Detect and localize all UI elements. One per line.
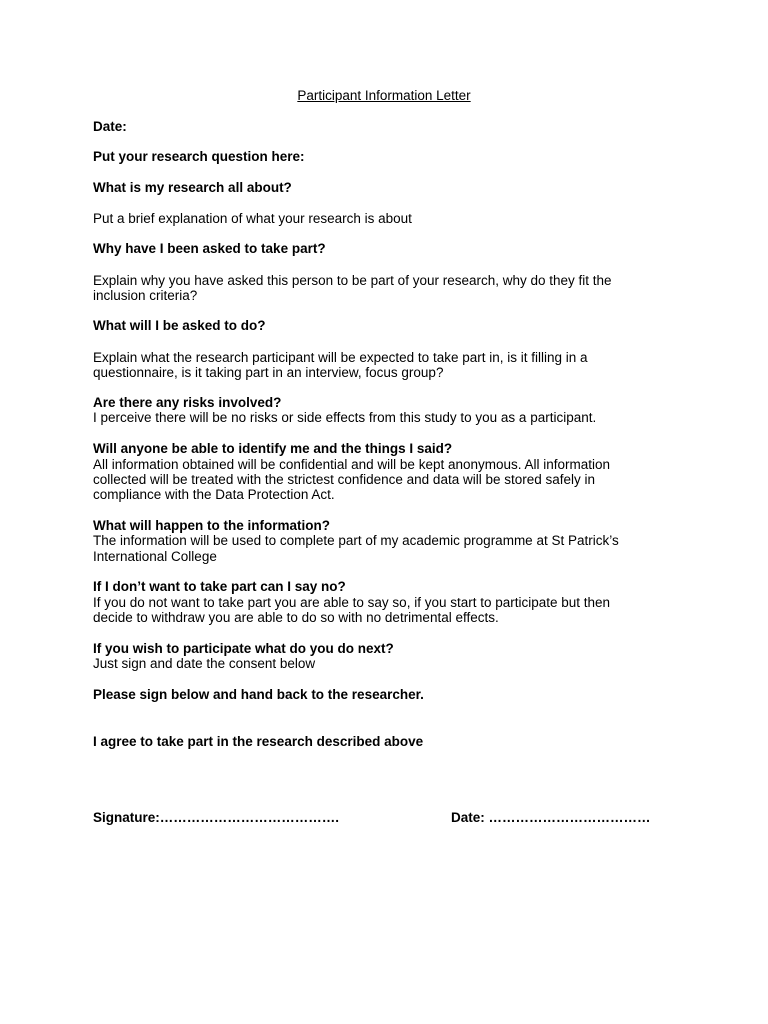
section-body-line: inclusion criteria? <box>93 288 198 303</box>
section-body-line: compliance with the Data Protection Act. <box>93 487 335 502</box>
section-body-line: collected will be treated with the strictest confidence and data will be stored safely in <box>93 472 596 487</box>
section-heading: Are there any risks involved? <box>93 395 282 410</box>
section-body-line: International College <box>93 549 217 564</box>
section-heading: If you wish to participate what do you do next? <box>93 641 394 656</box>
section-heading: What will happen to the information? <box>93 518 330 533</box>
research-question-prompt: Put your research question here: <box>93 149 305 164</box>
document-title: Participant Information Letter <box>297 88 471 103</box>
date-label: Date: <box>93 119 127 134</box>
consent-statement: I agree to take part in the research described above <box>93 734 424 749</box>
section-body-line: questionnaire, is it taking part in an interview, focus group? <box>93 365 444 380</box>
section-body-line: All information obtained will be confidential and will be kept anonymous. All information <box>93 457 611 472</box>
section-heading: Will anyone be able to identify me and the things I said? <box>93 441 453 456</box>
section-heading: Why have I been asked to take part? <box>93 241 326 256</box>
section-body-line: Explain what the research participant will be expected to take part in, is it filling in a <box>93 350 588 365</box>
section-body-line: If you do not want to take part you are able to say so, if you start to participate but then <box>93 595 611 610</box>
section-body-line: The information will be used to complete part of my academic programme at St Patrick’s <box>93 533 619 548</box>
section-heading: What is my research all about? <box>93 180 292 195</box>
section-body-line: I perceive there will be no risks or side effects from this study to you as a participant. <box>93 410 597 425</box>
signature-field: Signature:…………………………………. <box>93 810 340 825</box>
section-heading: What will I be asked to do? <box>93 318 266 333</box>
section-body-line: Just sign and date the consent below <box>93 656 316 671</box>
section-body-line: decide to withdraw you are able to do so with no detrimental effects. <box>93 610 499 625</box>
section-body-line: Explain why you have asked this person to be part of your research, why do they fit the <box>93 273 612 288</box>
section-heading: If I don’t want to take part can I say no? <box>93 579 346 594</box>
sign-instruction: Please sign below and hand back to the researcher. <box>93 687 424 702</box>
section-body-line: Put a brief explanation of what your research is about <box>93 211 412 226</box>
date-field: Date: ……………………………… <box>451 810 651 825</box>
